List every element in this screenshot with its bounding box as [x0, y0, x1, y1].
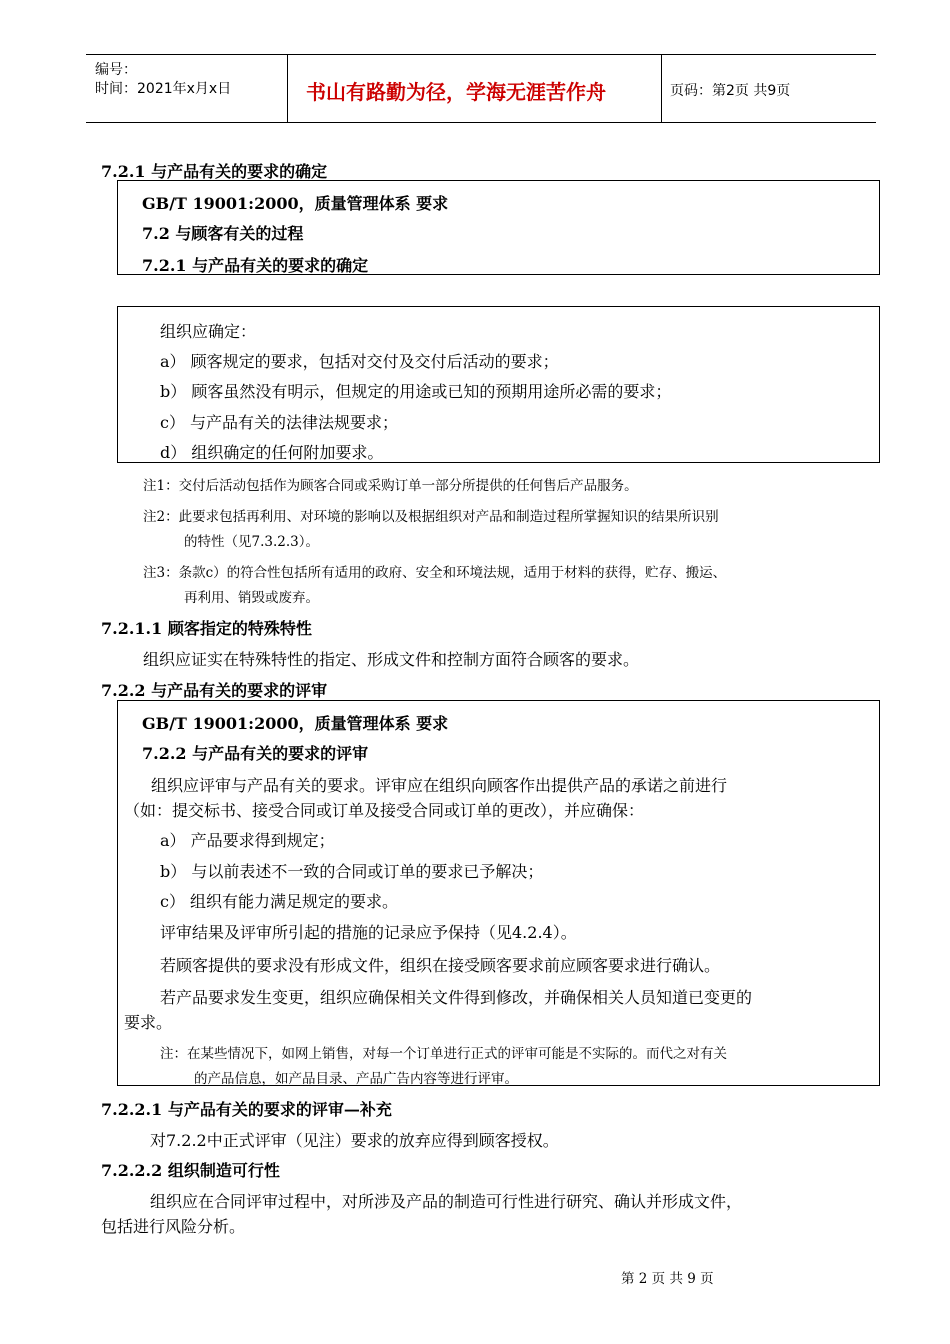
review-item-c: c） 组织有能力满足规定的要求。 [160, 892, 399, 911]
req-item-c: c） 与产品有关的法律法规要求； [160, 413, 399, 432]
req-item-a: a） 顾客规定的要求，包括对交付及交付后活动的要求； [160, 352, 559, 371]
requirements-box-721 [117, 306, 880, 463]
review-item-a: a） 产品要求得到规定； [160, 831, 335, 850]
header-divider-right [661, 54, 662, 122]
standard-quote-box-722 [117, 700, 880, 1086]
header-top-rule [86, 54, 876, 55]
paragraph-7-2-2-1: 对7.2.2中正式评审（见注）要求的放弃应得到顾客授权。 [150, 1131, 559, 1150]
header-page-number: 页码：第2页 共9页 [670, 83, 791, 99]
req-item-b: b） 顾客虽然没有明示，但规定的用途或已知的预期用途所必需的要求； [160, 382, 672, 401]
review-record: 评审结果及评审所引起的措施的记录应予保持（见4.2.4）。 [160, 923, 577, 942]
paragraph-7-2-2-2-line-2: 包括进行风险分析。 [101, 1217, 246, 1236]
section-heading-7-2-2-2: 7.2.2.2 组织制造可行性 [101, 1161, 280, 1180]
review-item-b: b） 与以前表述不一致的合同或订单的要求已予解决； [160, 862, 544, 881]
review-change-line-1: 若产品要求发生变更，组织应确保相关文件得到修改，并确保相关人员知道已变更的 [160, 988, 753, 1007]
motto-banner: 书山有路勤为径，学海无涯苦作舟 [306, 80, 606, 104]
section-heading-7-2-1: 7.2.1 与产品有关的要求的确定 [101, 162, 328, 181]
clause-heading-7-2-1: 7.2.1 与产品有关的要求的确定 [142, 256, 369, 275]
note-3-line-1: 注3：条款c）的符合性包括所有适用的政府、安全和环境法规，适用于材料的获得，贮存、搬运、 [143, 565, 727, 581]
doc-number-label: 编号： [95, 62, 137, 78]
review-intro-line-1: 组织应评审与产品有关的要求。评审应在组织向顾客作出提供产品的承诺之前进行 [151, 776, 728, 795]
req-intro: 组织应确定： [160, 322, 257, 341]
review-confirm: 若顾客提供的要求没有形成文件，组织在接受顾客要求前应顾客要求进行确认。 [160, 956, 721, 975]
review-note-line-1: 注：在某些情况下，如网上销售，对每一个订单进行正式的评审可能是不实际的。而代之对有关 [160, 1046, 727, 1062]
standard-title: GB/T 19001:2000，质量管理体系 要求 [142, 714, 449, 733]
clause-heading-7-2-2: 7.2.2 与产品有关的要求的评审 [142, 744, 369, 763]
note-2-line-2: 的特性（见7.3.2.3）。 [184, 534, 319, 550]
review-change-line-2: 要求。 [124, 1013, 173, 1032]
note-2-line-1: 注2：此要求包括再利用、对环境的影响以及根据组织对产品和制造过程所掌握知识的结果所识别 [143, 509, 719, 525]
clause-heading-7-2: 7.2 与顾客有关的过程 [142, 224, 304, 243]
note-3-line-2: 再利用、销毁或废弃。 [184, 590, 319, 606]
footer-page-number: 第 2 页 共 9 页 [621, 1271, 714, 1287]
req-item-d: d） 组织确定的任何附加要求。 [160, 443, 384, 462]
review-note-line-2: 的产品信息，如产品目录、产品广告内容等进行评审。 [194, 1071, 518, 1087]
section-heading-7-2-2: 7.2.2 与产品有关的要求的评审 [101, 681, 328, 700]
note-1: 注1：交付后活动包括作为顾客合同或采购订单一部分所提供的任何售后产品服务。 [143, 478, 638, 494]
section-heading-7-2-2-1: 7.2.2.1 与产品有关的要求的评审—补充 [101, 1100, 392, 1119]
review-intro-line-2: （如：提交标书、接受合同或订单及接受合同或订单的更改），并应确保： [124, 801, 645, 820]
standard-quote-box-721 [117, 180, 880, 275]
header-bottom-rule [86, 122, 876, 123]
paragraph-7-2-2-2-line-1: 组织应在合同评审过程中，对所涉及产品的制造可行性进行研究、确认并形成文件， [150, 1192, 743, 1211]
header-divider-left [287, 54, 288, 122]
paragraph-7-2-1-1: 组织应证实在特殊特性的指定、形成文件和控制方面符合顾客的要求。 [143, 650, 640, 669]
doc-time-label: 时间：2021年x月x日 [95, 81, 232, 97]
section-heading-7-2-1-1: 7.2.1.1 顾客指定的特殊特性 [101, 619, 312, 638]
standard-title: GB/T 19001:2000，质量管理体系 要求 [142, 194, 449, 213]
